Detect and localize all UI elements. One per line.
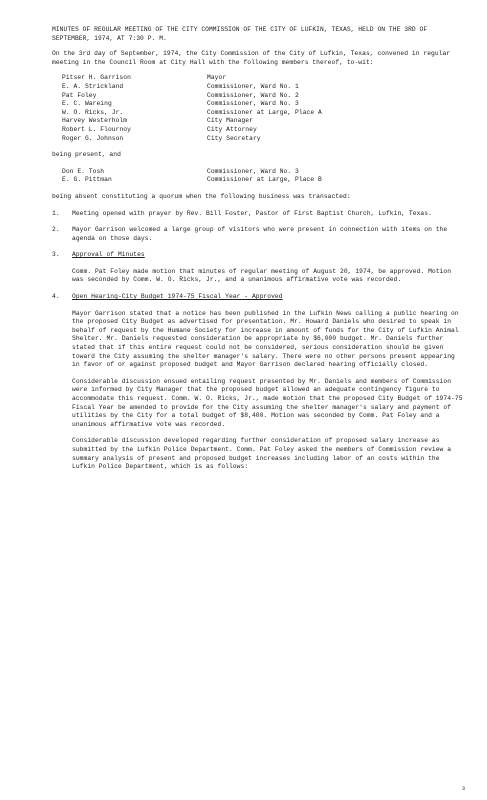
member-title: City Manager (207, 117, 253, 125)
member-title: Mayor (207, 74, 227, 82)
item-number: 3. (52, 251, 60, 259)
item-text: Mayor Garrison welcomed a large group of visitors who were present in connection with items on the agenda on those days. (72, 226, 448, 242)
member-name: E. A. Strickland (62, 82, 124, 90)
item-number: 1. (52, 209, 60, 217)
member-title: Commissioner, Ward No. 2 (207, 91, 299, 99)
item-paragraph: Comm. Pat Foley made motion that minutes of regular meeting of August 20, 1974, be approved. Motion was seconded by Comm. W. O. Ricks, Jr., and a unanimous affirmative vote was recorded. (72, 267, 452, 284)
absent-roster (62, 168, 465, 185)
member-name: Don E. Tosh (62, 167, 105, 175)
item-number: 2. (52, 226, 60, 234)
member-title: Commissioner, Ward No. 1 (207, 82, 299, 90)
agenda-item (52, 226, 465, 243)
item-paragraph: Considerable discussion developed regarding further consideration of proposed salary increase as submitted by the Lufkin Police Department. Comm. Pat Foley asked the members of Commission review a summary analysis of present and proposed budget increases including labor of an costs within the Lufkin Police Department, which is as follows: (72, 437, 452, 471)
item-heading: Open Hearing-City Budget 1974-75 Fiscal Year - Approved (72, 293, 283, 301)
member-name: Pat Foley (62, 91, 97, 99)
item-text: Meeting opened with prayer by Rev. Bill Foster, Pastor of First Baptist Church, Lufkin, Texas. (72, 209, 432, 217)
member-title: Commissioner, Ward No. 3 (207, 167, 299, 175)
document-title: MINUTES OF REGULAR MEETING OF THE CITY COMMISSION OF THE CITY OF LUFKIN, TEXAS, HELD ON THE 3RD OF SEPTEMBER, 1974, AT 7:30 P. M. (52, 26, 428, 42)
agenda-item (52, 210, 465, 219)
member-name: E. G. Pittman (62, 176, 112, 184)
page-number: 3 (461, 786, 465, 793)
item-number: 4. (52, 293, 60, 301)
member-name: E. C. Wareing (62, 100, 112, 108)
member-name: Robert L. Flournoy (62, 125, 131, 133)
member-name: Roger G. Johnson (62, 134, 124, 142)
member-title: Commissioner at Large, Place A (207, 108, 322, 116)
member-name: Harvey Westerholm (62, 117, 128, 125)
item-heading: Approval of Minutes (72, 251, 145, 259)
agenda-item (52, 251, 465, 260)
member-title: Commissioner at Large, Place B (207, 176, 322, 184)
member-name: Pitser H. Garrison (62, 74, 131, 82)
absent-label: being present, and (52, 151, 121, 159)
member-name: W. O. Ricks, Jr. (62, 108, 124, 116)
agenda-item (52, 293, 465, 302)
present-roster (62, 74, 465, 143)
item-paragraph: Considerable discussion ensued entailing request presented by Mr. Daniels and members of Commission were informed by City Manager that the proposed budget allowed an adequate contingency figure to accommodate this request. Comm. W. O. Ricks, Jr., made motion that the proposed City Budget of 1974-75 Fiscal Year be amended to provide for the City assuming the shelter manager's salary and payment of utilities by the City for a total budget of $8,400. Motion was seconded by Comm. Pat Foley and a unanimous affirmative vote was recorded. (72, 377, 463, 428)
item-paragraph: Mayor Garrison stated that a notice has been published in the Lufkin News calling a public hearing on the proposed City Budget as advertised for presentation. Mr. Howard Daniels who desired to speak in behalf of request by the Humane Society for increase in amount of funds for the City of Lufkin Animal Shelter. Mr. Daniels requested consideration be appropriate by $6,000 budget. Mr. Daniels further stated that if this entire request could not be considered, serious consideration should be given toward the City assuming the shelter manager's salary. There were no other persons present appearing in favor of or against proposed budget and Mayor Garrison declared hearing officially closed. (72, 309, 459, 369)
intro-paragraph: On the 3rd day of September, 1974, the City Commission of the City of Lufkin, Texas, convened in regular meeting in the Council Room at City Hall with the following members thereof, to-wit: (52, 50, 451, 66)
quorum-paragraph: being absent constituting a quorum when the following business was transacted: (52, 192, 351, 200)
member-title: City Secretary (207, 134, 261, 142)
member-title: City Attorney (207, 125, 257, 133)
member-title: Commissioner, Ward No. 3 (207, 100, 299, 108)
